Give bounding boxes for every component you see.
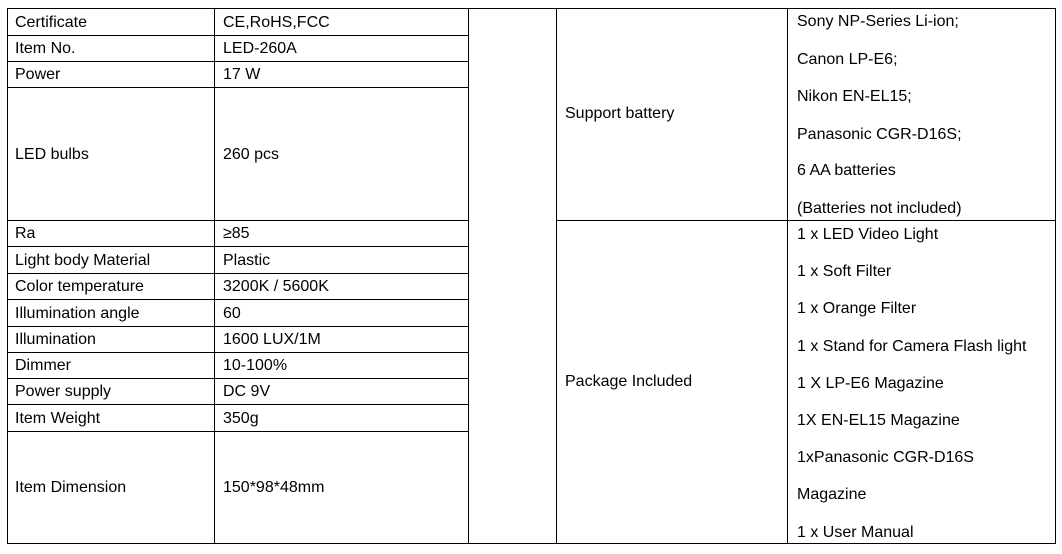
spec-value-line: 1 x Orange Filter	[797, 300, 917, 317]
spec-label: Power	[15, 66, 61, 83]
spec-value: Plastic	[223, 252, 271, 269]
table-border-v	[1055, 8, 1056, 544]
table-border-h	[556, 220, 1056, 221]
table-border-v	[468, 8, 469, 544]
spec-value-line: Sony NP-Series Li-ion;	[797, 13, 959, 30]
table-border-h	[7, 404, 469, 405]
spec-value-line: 1 X LP-E6 Magazine	[797, 375, 944, 392]
spec-value-line: 1 x Soft Filter	[797, 263, 892, 280]
spec-value-line: Magazine	[797, 486, 867, 503]
spec-value-line: Canon LP-E6;	[797, 51, 898, 68]
spec-value-line: 1 x Stand for Camera Flash light	[797, 338, 1027, 355]
table-border-v	[214, 8, 215, 544]
table-border-h	[7, 352, 469, 353]
spec-value-line: 1 x User Manual	[797, 524, 914, 541]
table-border-h	[7, 8, 469, 9]
spec-value: 3200K / 5600K	[223, 278, 329, 295]
spec-value: 60	[223, 305, 241, 322]
table-border-v	[556, 8, 557, 544]
spec-value-line: Nikon EN-EL15;	[797, 88, 912, 105]
spec-label: Certificate	[15, 14, 88, 31]
spec-label: Package Included	[565, 373, 693, 390]
spec-label: Power supply	[15, 383, 112, 400]
spec-label: Item Weight	[15, 410, 101, 427]
spec-label: Item Dimension	[15, 479, 127, 496]
spec-value: ≥85	[223, 225, 250, 242]
table-border-h	[7, 273, 469, 274]
spec-label: Color temperature	[15, 278, 144, 295]
spec-label: Dimmer	[15, 357, 71, 374]
spec-label: Item No.	[15, 40, 76, 57]
spec-value-line: 1xPanasonic CGR-D16S	[797, 449, 974, 466]
spec-value: DC 9V	[223, 383, 271, 400]
table-border-h	[7, 87, 469, 88]
spec-value: LED-260A	[223, 40, 297, 57]
table-border-h	[7, 378, 469, 379]
table-border-h	[7, 35, 469, 36]
spec-label: LED bulbs	[15, 146, 89, 163]
spec-value: 17 W	[223, 66, 261, 83]
spec-value: 1600 LUX/1M	[223, 331, 321, 348]
table-border-v	[787, 8, 788, 544]
spec-label: Illumination angle	[15, 305, 140, 322]
table-border-h	[7, 543, 469, 544]
spec-value-line: Panasonic CGR-D16S;	[797, 126, 962, 143]
table-border-h	[7, 326, 469, 327]
spec-label: Illumination	[15, 331, 96, 348]
table-border-h	[7, 61, 469, 62]
spec-value: 350g	[223, 410, 259, 427]
spec-value-line: (Batteries not included)	[797, 200, 962, 217]
table-border-h	[7, 220, 469, 221]
spec-value-line: 1X EN-EL15 Magazine	[797, 412, 960, 429]
table-border-h	[7, 299, 469, 300]
spec-value: 10-100%	[223, 357, 288, 374]
spec-value: 150*98*48mm	[223, 479, 325, 496]
spec-value: 260 pcs	[223, 146, 280, 163]
spec-label: Ra	[15, 225, 36, 242]
spec-value-line: 1 x LED Video Light	[797, 226, 939, 243]
table-border-h	[7, 431, 469, 432]
table-border-v	[7, 8, 8, 544]
spec-value: CE,RoHS,FCC	[223, 14, 330, 31]
spec-label: Support battery	[565, 105, 675, 122]
table-border-h	[7, 246, 469, 247]
spec-label: Light body Material	[15, 252, 151, 269]
spec-value-line: 6 AA batteries	[797, 162, 896, 179]
